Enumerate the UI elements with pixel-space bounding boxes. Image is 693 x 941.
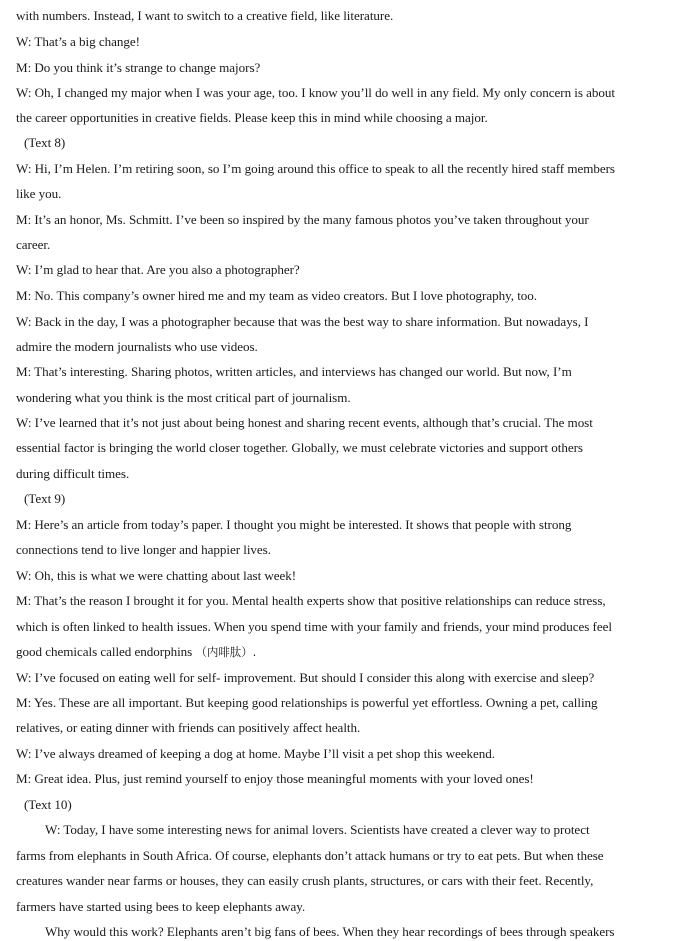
text-line: W: I’ve learned that it’s not just about being honest and sharing recent events, although that’s crucial. The most xyxy=(16,415,593,430)
text-line: W: Hi, I’m Helen. I’m retiring soon, so I’m going around this office to speak to all the recently hired staff members xyxy=(16,161,615,176)
text-segment: good chemicals called endorphins xyxy=(16,644,193,659)
text-line: creatures wander near farms or houses, they can easily crush plants, structures, or cars with their feet. Recently, xyxy=(16,873,594,888)
text-line: M: That’s the reason I brought it for you. Mental health experts show that positive relationships can reduce stress, xyxy=(16,593,606,608)
text-line: essential factor is bringing the world closer together. Globally, we must celebrate victories and support others xyxy=(16,440,583,455)
text-line: the career opportunities in creative fields. Please keep this in mind while choosing a major. xyxy=(16,110,488,125)
text-line: farmers have started using bees to keep elephants away. xyxy=(16,899,306,914)
text-line: W: Oh, I changed my major when I was your age, too. I know you’ll do well in any field. My only concern is about xyxy=(16,85,615,100)
text-line: M: Do you think it’s strange to change majors? xyxy=(16,60,261,75)
text-line: M: That’s interesting. Sharing photos, written articles, and interviews has changed our world. But now, I’m xyxy=(16,364,572,379)
section-heading: (Text 9) xyxy=(24,491,66,506)
text-line: M: Here’s an article from today’s paper. I thought you might be interested. It shows that people with strong xyxy=(16,517,572,532)
text-line: M: It’s an honor, Ms. Schmitt. I’ve been so inspired by the many famous photos you’ve taken throughout your xyxy=(16,212,589,227)
text-line: W: I’ve focused on eating well for self- improvement. But should I consider this along with exercise and sleep? xyxy=(16,670,595,685)
text-line: farms from elephants in South Africa. Of course, elephants don’t attack humans or try to eat pets. But when these xyxy=(16,848,604,863)
text-line: during difficult times. xyxy=(16,466,130,481)
section-heading: (Text 10) xyxy=(24,797,72,812)
text-line: connections tend to live longer and happier lives. xyxy=(16,542,271,557)
text-line: W: I’ve always dreamed of keeping a dog at home. Maybe I’ll visit a pet shop this weekend. xyxy=(16,746,495,761)
text-line: W: Back in the day, I was a photographer because that was the best way to share information. But nowadays, I xyxy=(16,314,589,329)
text-line: M: Great idea. Plus, just remind yourself to enjoy those meaningful moments with your loved ones! xyxy=(16,771,534,786)
chinese-annotation: （内啡肽）. xyxy=(195,645,257,659)
text-line: W: I’m glad to hear that. Are you also a photographer? xyxy=(16,262,300,277)
text-line: M: Yes. These are all important. But keeping good relationships is powerful yet effortless. Owning a pet, calling xyxy=(16,695,598,710)
text-line: like you. xyxy=(16,186,62,201)
text-line: with numbers. Instead, I want to switch to a creative field, like literature. xyxy=(16,8,394,23)
text-line: admire the modern journalists who use videos. xyxy=(16,339,258,354)
text-line xyxy=(16,644,677,660)
text-line: W: Oh, this is what we were chatting about last week! xyxy=(16,568,297,583)
text-line: career. xyxy=(16,237,51,252)
text-line: M: No. This company’s owner hired me and my team as video creators. But I love photography, too. xyxy=(16,288,538,303)
text-line: wondering what you think is the most critical part of journalism. xyxy=(16,390,351,405)
text-line: relatives, or eating dinner with friends can positively affect health. xyxy=(16,720,361,735)
text-line: Why would this work? Elephants aren’t big fans of bees. When they hear recordings of bees through speakers xyxy=(45,924,615,939)
text-line: W: That’s a big change! xyxy=(16,34,140,49)
text-line: W: Today, I have some interesting news for animal lovers. Scientists have created a clever way to protect xyxy=(45,822,590,837)
text-line: which is often linked to health issues. When you spend time with your family and friends, your mind produces feel xyxy=(16,619,612,634)
section-heading: (Text 8) xyxy=(24,135,66,150)
